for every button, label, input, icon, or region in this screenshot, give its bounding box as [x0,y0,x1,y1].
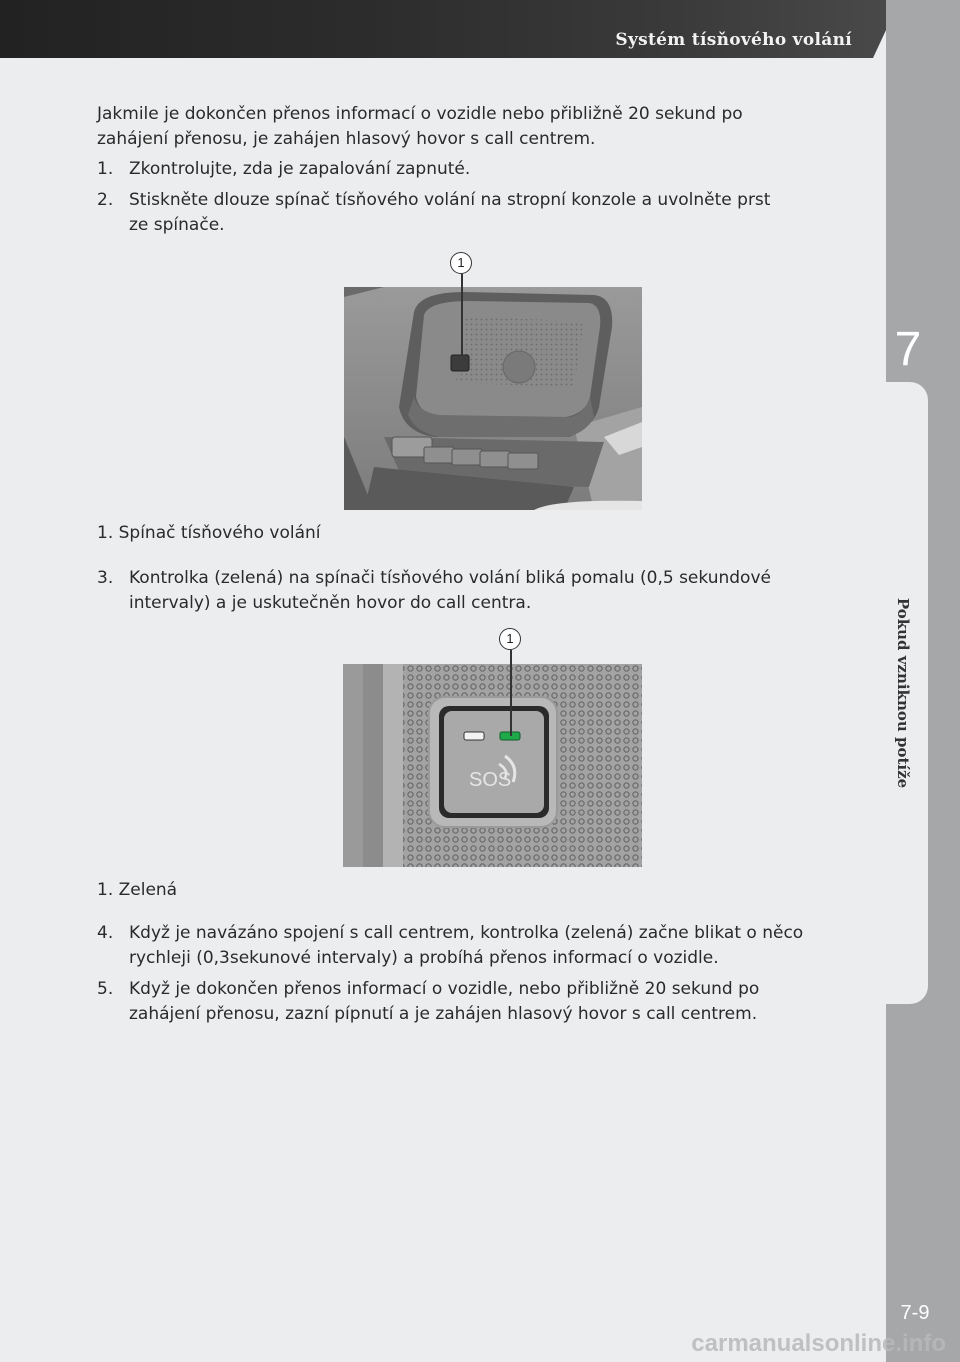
step-2 [97,188,857,238]
step-number: 4. [97,923,114,943]
figure-2-callout: 1 [499,628,521,650]
chapter-tab-label: Pokud vzniknou potíže [894,597,912,789]
step-1 [97,157,857,182]
figure-1-caption: 1. Spínač tísňového volání [97,523,321,543]
step-number: 5. [97,979,114,999]
overhead-console-illustration [344,287,642,510]
step-text-continued: zahájení přenosu, zazní pípnutí a je zahájen hlasový hovor s call centrem. [129,1004,758,1024]
step-text-continued: ze spínače. [129,215,225,235]
step-text: Stiskněte dlouze spínač tísňového volání na stropní konzole a uvolněte prst [129,190,771,210]
figure-sos-switch [343,664,642,867]
sos-label: SOS [469,769,512,791]
figure-2-caption: 1. Zelená [97,880,178,900]
watermark: carmanualsonline.info [691,1330,946,1357]
figure-1-callout: 1 [450,252,472,274]
step-number: 3. [97,568,114,588]
step-text-continued: intervaly) a je uskutečněn hovor do call centra. [129,593,532,613]
step-number: 1. [97,159,114,179]
figure-2-leader-line [510,650,512,736]
figure-overhead-console [344,287,642,510]
step-text: Když je dokončen přenos informací o vozidle, nebo přibližně 20 sekund po [129,979,760,999]
step-text: Když je navázáno spojení s call centrem, kontrolka (zelená) začne blikat o něco [129,923,804,943]
chapter-number: 7 [894,323,922,376]
step-text-continued: rychleji (0,3sekunové intervaly) a probíhá přenos informací o vozidle. [129,948,719,968]
step-5 [97,977,857,1027]
page-number: 7-9 [900,1302,930,1324]
step-text: Kontrolka (zelená) na spínači tísňového volání bliká pomalu (0,5 sekundové [129,568,771,588]
figure-1-leader-line [461,274,463,356]
page-header-title: Systém tísňového volání [615,30,852,50]
step-4 [97,921,867,971]
sos-switch-illustration [343,664,642,867]
intro-line-1: Jakmile je dokončen přenos informací o vozidle nebo přibližně 20 sekund po [97,104,743,124]
intro-line-2: zahájení přenosu, je zahájen hlasový hovor s call centrem. [97,129,596,149]
step-number: 2. [97,190,114,210]
step-3 [97,566,857,616]
step-text: Zkontrolujte, zda je zapalování zapnuté. [129,159,471,179]
